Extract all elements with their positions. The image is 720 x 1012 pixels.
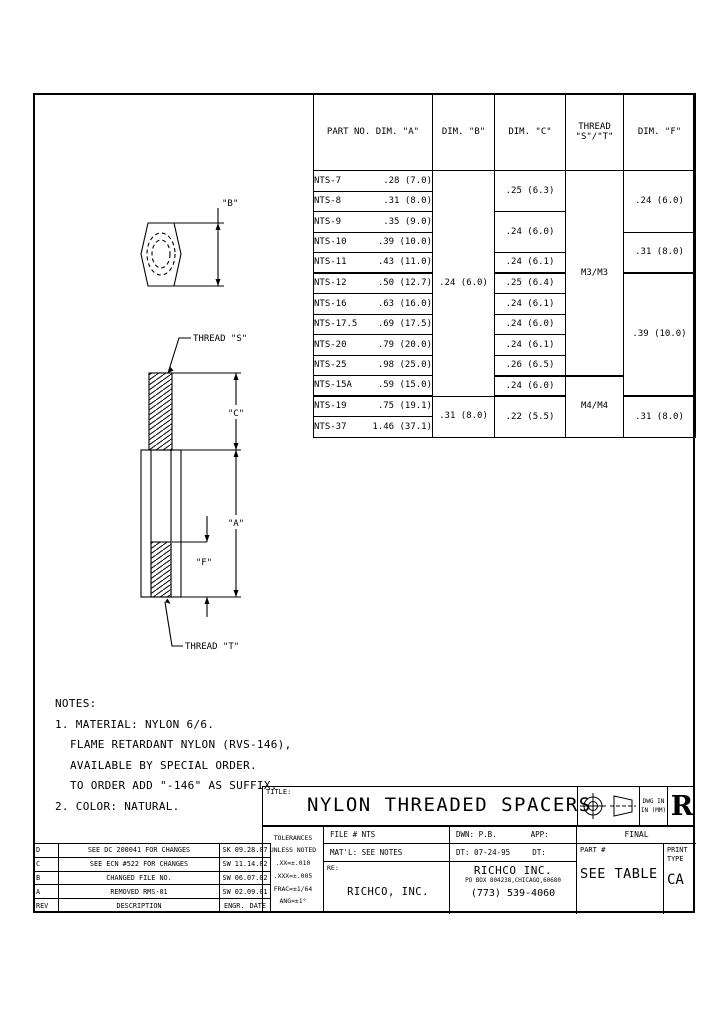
print-type-value: CA (667, 872, 684, 889)
re-label: RE: (327, 864, 339, 872)
tolerance-line: .XX=±.010 (275, 859, 311, 868)
cell-dim-c: .24 (6.1) (495, 294, 566, 315)
final-label: FINAL (577, 827, 696, 844)
dim-f-label: "F" (195, 558, 213, 568)
rev-letter: B (34, 871, 59, 885)
arrow-icon (205, 597, 210, 604)
table-row (314, 396, 696, 417)
drawn-by-field (450, 827, 577, 844)
header-part-no: PART NO. (326, 126, 371, 137)
header-dim-a: DIM. "A" (375, 126, 420, 137)
company-phone: (773) 539-4060 (470, 888, 556, 899)
cell-dim-c: .24 (6.1) (495, 253, 566, 274)
revision-row (34, 871, 271, 885)
thread-t-leader (165, 602, 183, 646)
note-line: FLAME RETARDANT NYLON (RVS-146), (70, 738, 292, 751)
dim-b-extension-lines (174, 223, 224, 286)
cell-part-a: NTS-10 .39 (10.0) (314, 232, 433, 253)
cell-dim-c: .25 (6.3) (495, 171, 566, 212)
engr-date-header: ENGR. DATE (220, 899, 271, 913)
dim-c-label: "C" (227, 409, 245, 419)
rev-letter: A (34, 885, 59, 899)
header-dim-b: DIM. "B" (433, 94, 495, 171)
richco-logo-icon: R (667, 787, 696, 825)
cell-dim-f-group3: .39 (10.0) (624, 273, 696, 396)
cell-part-a: NTS-17.5 .69 (17.5) (314, 314, 433, 335)
thread-t-label: THREAD "T" (185, 642, 240, 652)
arrow-icon (165, 599, 171, 605)
cell-part-a: NTS-16 .63 (16.0) (314, 294, 433, 315)
header-dim-c: DIM. "C" (495, 94, 566, 171)
cell-part-a: NTS-7 .28 (7.0) (314, 171, 433, 192)
revision-row (34, 857, 271, 871)
description-header: DESCRIPTION (59, 899, 220, 913)
company-address: PO BOX 804238,CHICAGO,60680 (465, 878, 561, 884)
material-field: MAT'L: SEE NOTES (324, 844, 450, 862)
arrow-icon (234, 373, 239, 380)
cell-thread-m3: M3/M3 (566, 171, 624, 376)
title-block (262, 826, 695, 913)
cell-part-a: NTS-20 .79 (20.0) (314, 335, 433, 356)
company-name: RICHCO INC. (473, 864, 553, 877)
rev-engr-date: SW 11.14.02 (220, 857, 271, 871)
re-company: RICHCO, INC. (347, 886, 429, 898)
dim-b-label: "B" (222, 199, 239, 209)
cell-dim-c: .26 (6.5) (495, 355, 566, 376)
cell-dim-b-group1: .24 (6.0) (433, 171, 495, 397)
cell-part-a: NTS-9 .35 (9.0) (314, 212, 433, 233)
arrow-icon (234, 590, 239, 597)
third-angle-projection-icon (578, 787, 638, 825)
revision-row (34, 885, 271, 899)
note-line: 1. MATERIAL: NYLON 6/6. (55, 717, 215, 731)
cell-dim-f-group1: .24 (6.0) (624, 171, 696, 233)
tolerance-line: FRAC=±1/64 (273, 884, 313, 893)
cell-dim-c: .24 (6.0) (495, 314, 566, 335)
date-field (450, 844, 577, 862)
cell-dim-c: .24 (6.0) (495, 212, 566, 253)
rev-header: REV (34, 899, 59, 913)
units-line2: IN (MM) (640, 807, 667, 814)
cell-part-a: NTS-12 .50 (12.7) (314, 273, 433, 294)
tolerance-line: .XXX=±.005 (273, 871, 313, 880)
cell-part-a: NTS-25 .98 (25.0) (314, 355, 433, 376)
cell-part-a: NTS-15A .59 (15.0) (314, 376, 433, 397)
thread-s-label: THREAD "S" (193, 334, 248, 344)
arrow-icon (216, 223, 221, 230)
arrow-icon (234, 443, 239, 450)
thread-minor-circle (152, 240, 170, 268)
header-dim-f: DIM. "F" (624, 94, 696, 171)
table-row (314, 171, 696, 192)
part-number-label: PART # (580, 846, 606, 854)
spacer-spec-table (313, 93, 696, 438)
re-field (324, 862, 450, 914)
drawing-title: NYLON THREADED SPACERS (307, 794, 592, 816)
company-info (450, 862, 577, 914)
notes-section (55, 694, 292, 817)
revision-row (34, 844, 271, 858)
note-line: TO ORDER ADD "-146" AS SUFFIX. (70, 779, 278, 792)
cell-dim-f-group2: .31 (8.0) (624, 232, 696, 273)
print-type-box (664, 844, 696, 914)
cell-dim-c: .24 (6.0) (495, 376, 566, 397)
cell-part-a: NTS-11 .43 (11.0) (314, 253, 433, 274)
projection-symbol-box (577, 787, 639, 825)
cell-thread-m4: M4/M4 (566, 376, 624, 438)
tolerance-line: UNLESS NOTED (269, 846, 317, 855)
part-number-value: SEE TABLE (580, 866, 658, 882)
internal-thread (151, 542, 171, 597)
tolerances-box (263, 827, 324, 912)
rev-description: REMOVED RMS-01 (59, 885, 220, 899)
thread-major-circle (147, 233, 175, 275)
dwn-label: DWN: P.B. (456, 830, 497, 839)
cell-part-a: NTS-8 .31 (8.0) (314, 191, 433, 212)
cell-dim-c: .25 (6.4) (495, 273, 566, 294)
title-bar (262, 786, 695, 826)
stud-thread (149, 373, 172, 450)
header-thread: THREAD "S"/"T" (566, 94, 624, 171)
rev-description: CHANGED FILE NO. (59, 871, 220, 885)
units-note-box (639, 787, 667, 825)
revision-header-row (34, 899, 271, 913)
app-label: APP: (530, 830, 549, 839)
arrow-icon (216, 279, 221, 286)
part-number-box (577, 844, 664, 914)
rev-description: SEE DC 200041 FOR CHANGES (59, 844, 220, 858)
revision-table (33, 843, 271, 913)
date2-label: DT: (532, 848, 546, 857)
arrow-icon (205, 535, 210, 542)
table-header-row (314, 94, 696, 171)
note-line: 2. COLOR: NATURAL. (55, 799, 180, 813)
title-label: TITLE: (266, 788, 292, 796)
cell-dim-f-group4: .31 (8.0) (624, 396, 696, 437)
cell-part-a: NTS-19 .75 (19.1) (314, 396, 433, 417)
rev-engr-date: SW 06.07.02 (220, 871, 271, 885)
rev-engr-date: SK 09.28.07 (220, 844, 271, 858)
table-row (314, 273, 696, 294)
hex-end-view (141, 208, 224, 286)
tolerance-line: TOLERANCES (273, 833, 313, 842)
thread-s-leader (168, 338, 191, 373)
notes-title: NOTES: (55, 697, 97, 710)
side-view (141, 338, 245, 646)
date-label: DT: 07-24-95 (456, 848, 511, 857)
rev-letter: C (34, 857, 59, 871)
rev-engr-date: SW 02.09.01 (220, 885, 271, 899)
rev-description: SEE ECN #522 FOR CHANGES (59, 857, 220, 871)
cell-part-a: NTS-37 1.46 (37.1) (314, 417, 433, 438)
file-number: FILE # NTS (324, 827, 450, 844)
tolerance-line: ANG=±1° (279, 897, 307, 906)
cell-dim-c: .24 (6.1) (495, 335, 566, 356)
rev-letter: D (34, 844, 59, 858)
units-line1: DWG IN (642, 798, 665, 805)
arrow-icon (234, 450, 239, 457)
header-part-dima (314, 94, 433, 171)
print-type-label: PRINT TYPE (667, 846, 688, 864)
cell-dim-b-group2: .31 (8.0) (433, 396, 495, 437)
cell-dim-c: .22 (5.5) (495, 396, 566, 437)
spacer-drawing (100, 190, 270, 670)
note-line: AVAILABLE BY SPECIAL ORDER. (70, 758, 257, 772)
dim-a-label: "A" (227, 519, 245, 529)
